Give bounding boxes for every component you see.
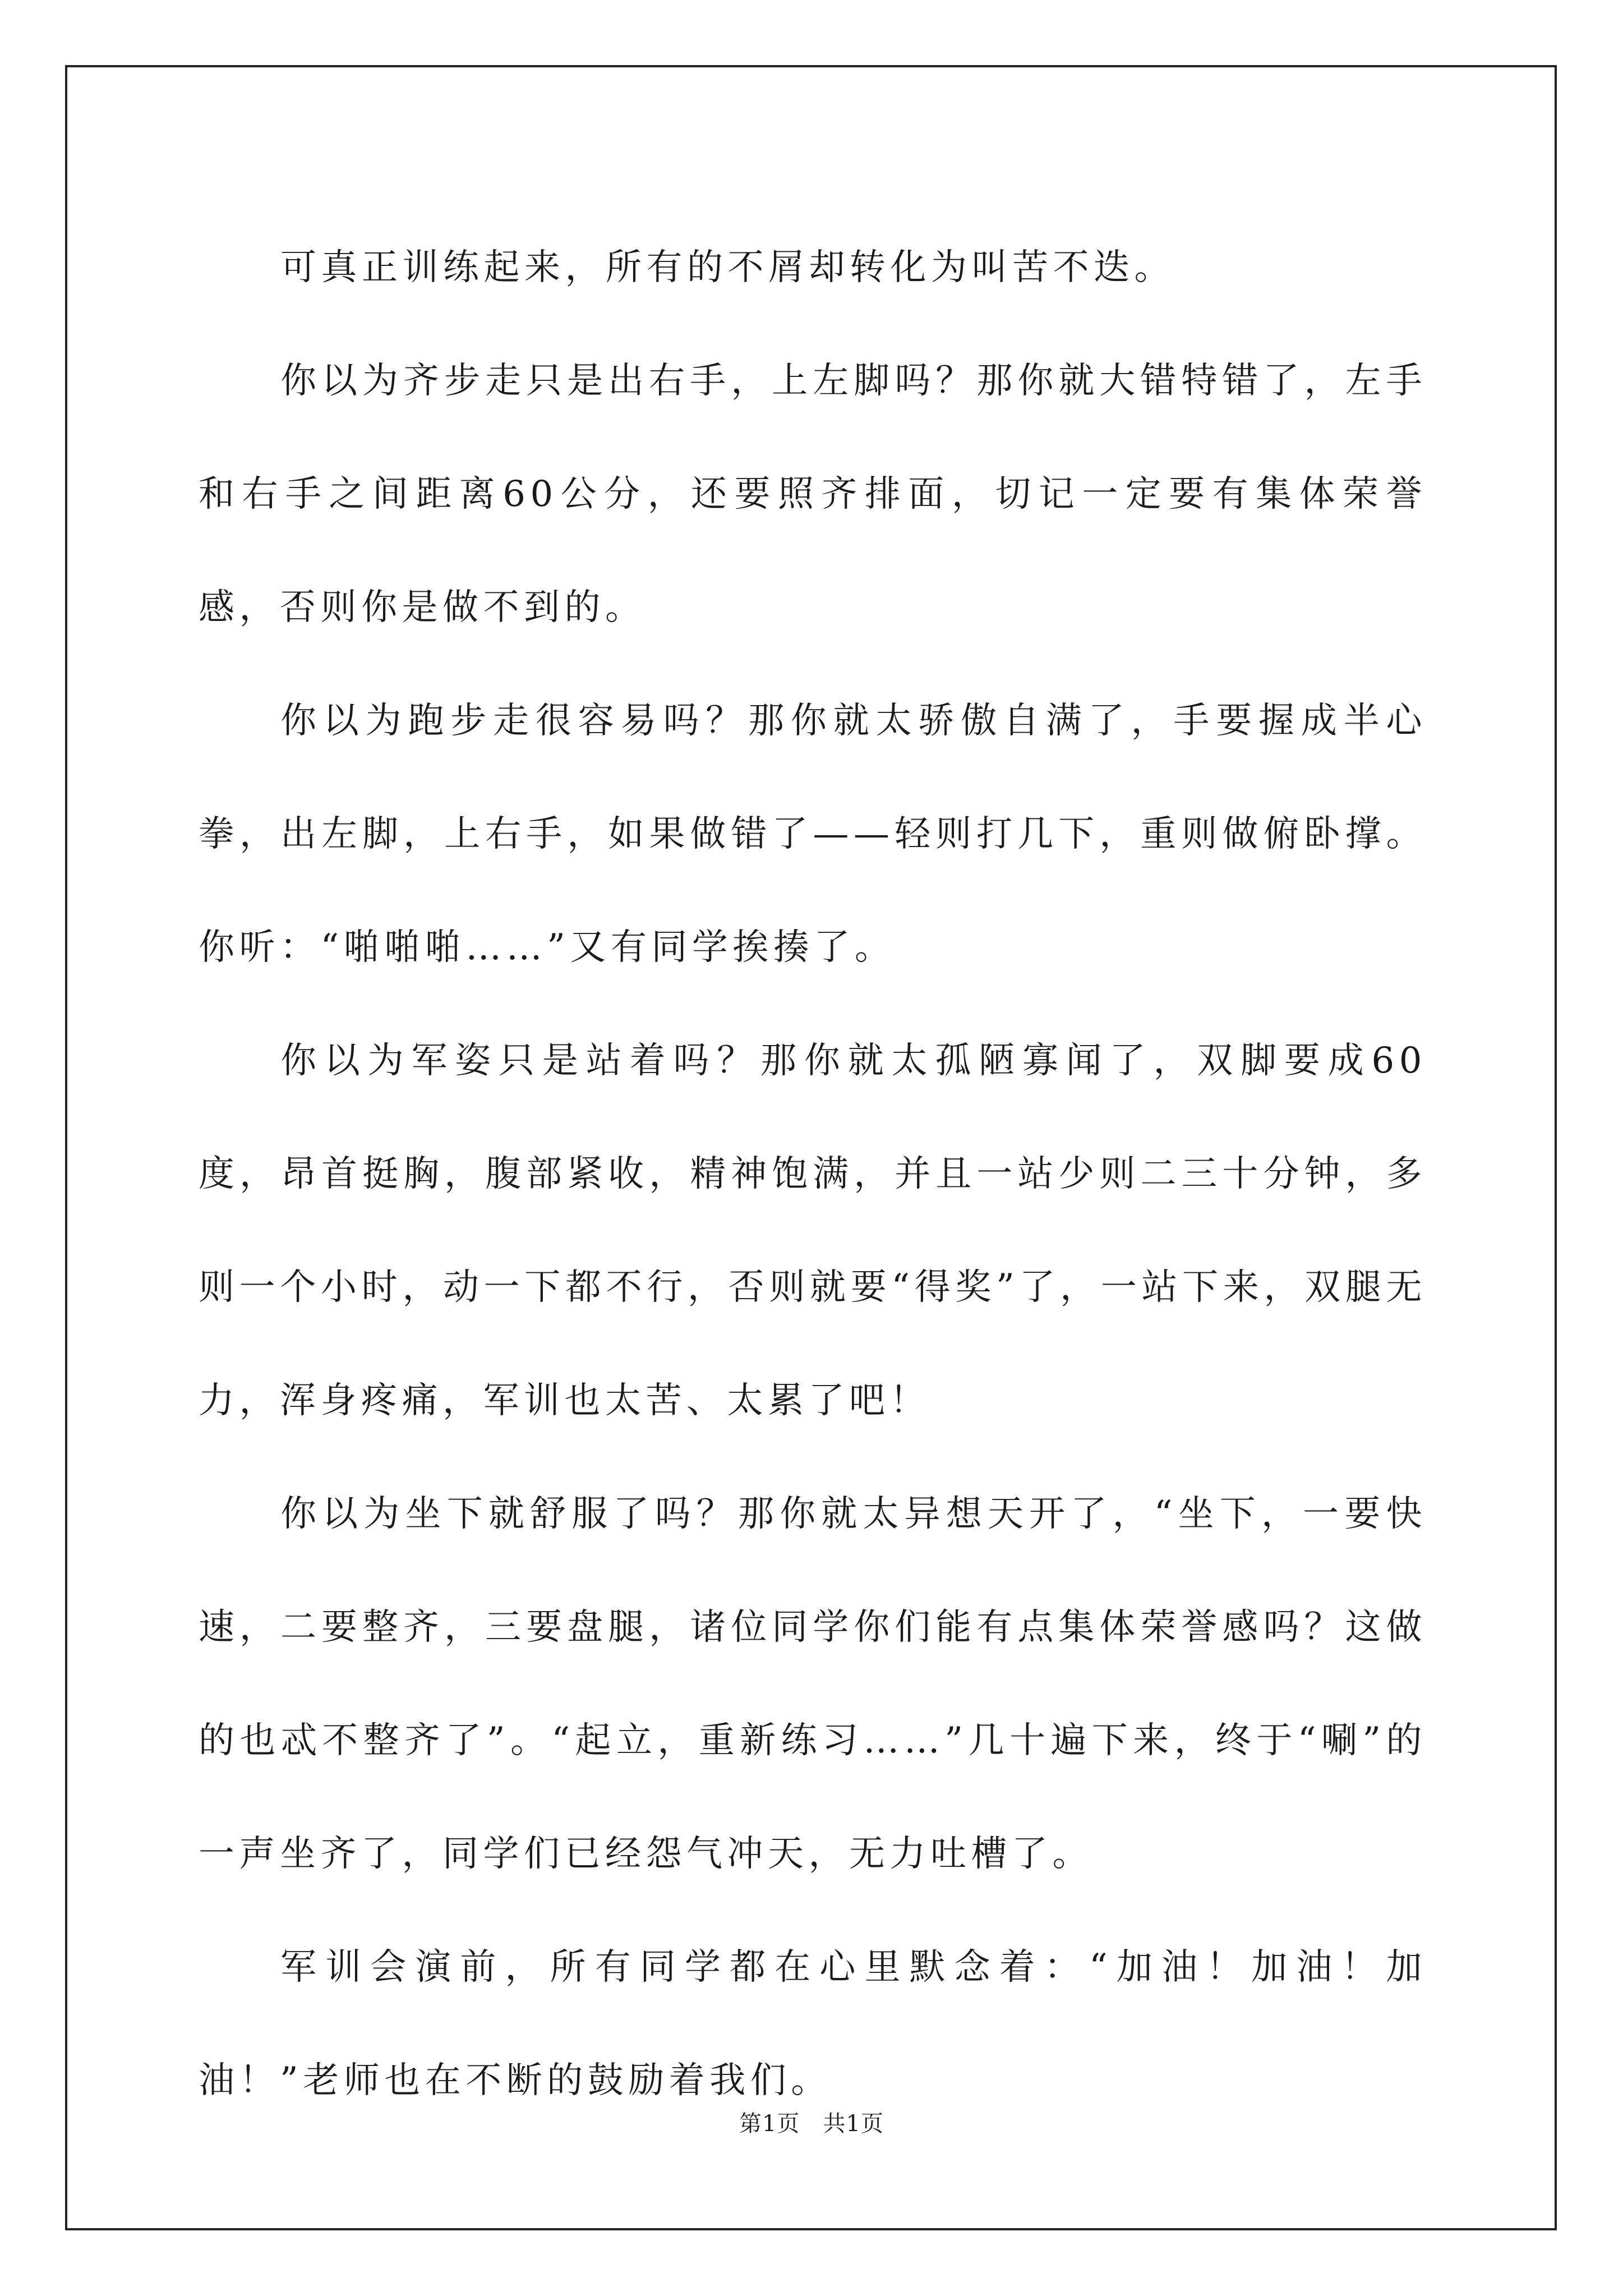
paragraph-3: 你以为跑步走很容易吗？那你就太骄傲自满了，手要握成半心拳，出左脚，上右手，如果做错了——轻则打几下，重则做俯卧撑。你听：“啪啪啪……”又有同学挨揍了。 [199, 700, 1427, 968]
paragraph-4: 你以为军姿只是站着吗？那你就太孤陋寡闻了，双脚要成60度，昂首挺胸，腹部紧收，精神饱满，并且一站少则二三十分钟，多则一个小时，动一下都不行，否则就要“得奖”了，一站下来，双腿无力，浑身疼痛，军训也太苦、太累了吧！ [199, 1040, 1427, 1421]
paragraph-1: 可真正训练起来，所有的不屑却转化为叫苦不迭。 [280, 247, 1175, 288]
paragraph-5: 你以为坐下就舒服了吗？那你就太异想天开了，“坐下，一要快速，二要整齐，三要盘腿，诸位同学你们能有点集体荣誉感吗？这做的也忒不整齐了”。“起立，重新练习……”几十遍下来，终于“唰”的一声坐齐了，同学们已经怨气冲天，无力吐槽了。 [199, 1493, 1427, 1875]
paragraph-2: 你以为齐步走只是出右手，上左脚吗？那你就大错特错了，左手和右手之间距离60公分，还要照齐排面，切记一定要有集体荣誉感，否则你是做不到的。 [199, 360, 1427, 628]
document-body [199, 211, 1427, 2137]
paragraph-6: 军训会演前，所有同学都在心里默念着：“加油！加油！加油！”老师也在不断的鼓励着我们。 [199, 1947, 1427, 2101]
page-footer: 第1页 共1页 [739, 2111, 884, 2137]
